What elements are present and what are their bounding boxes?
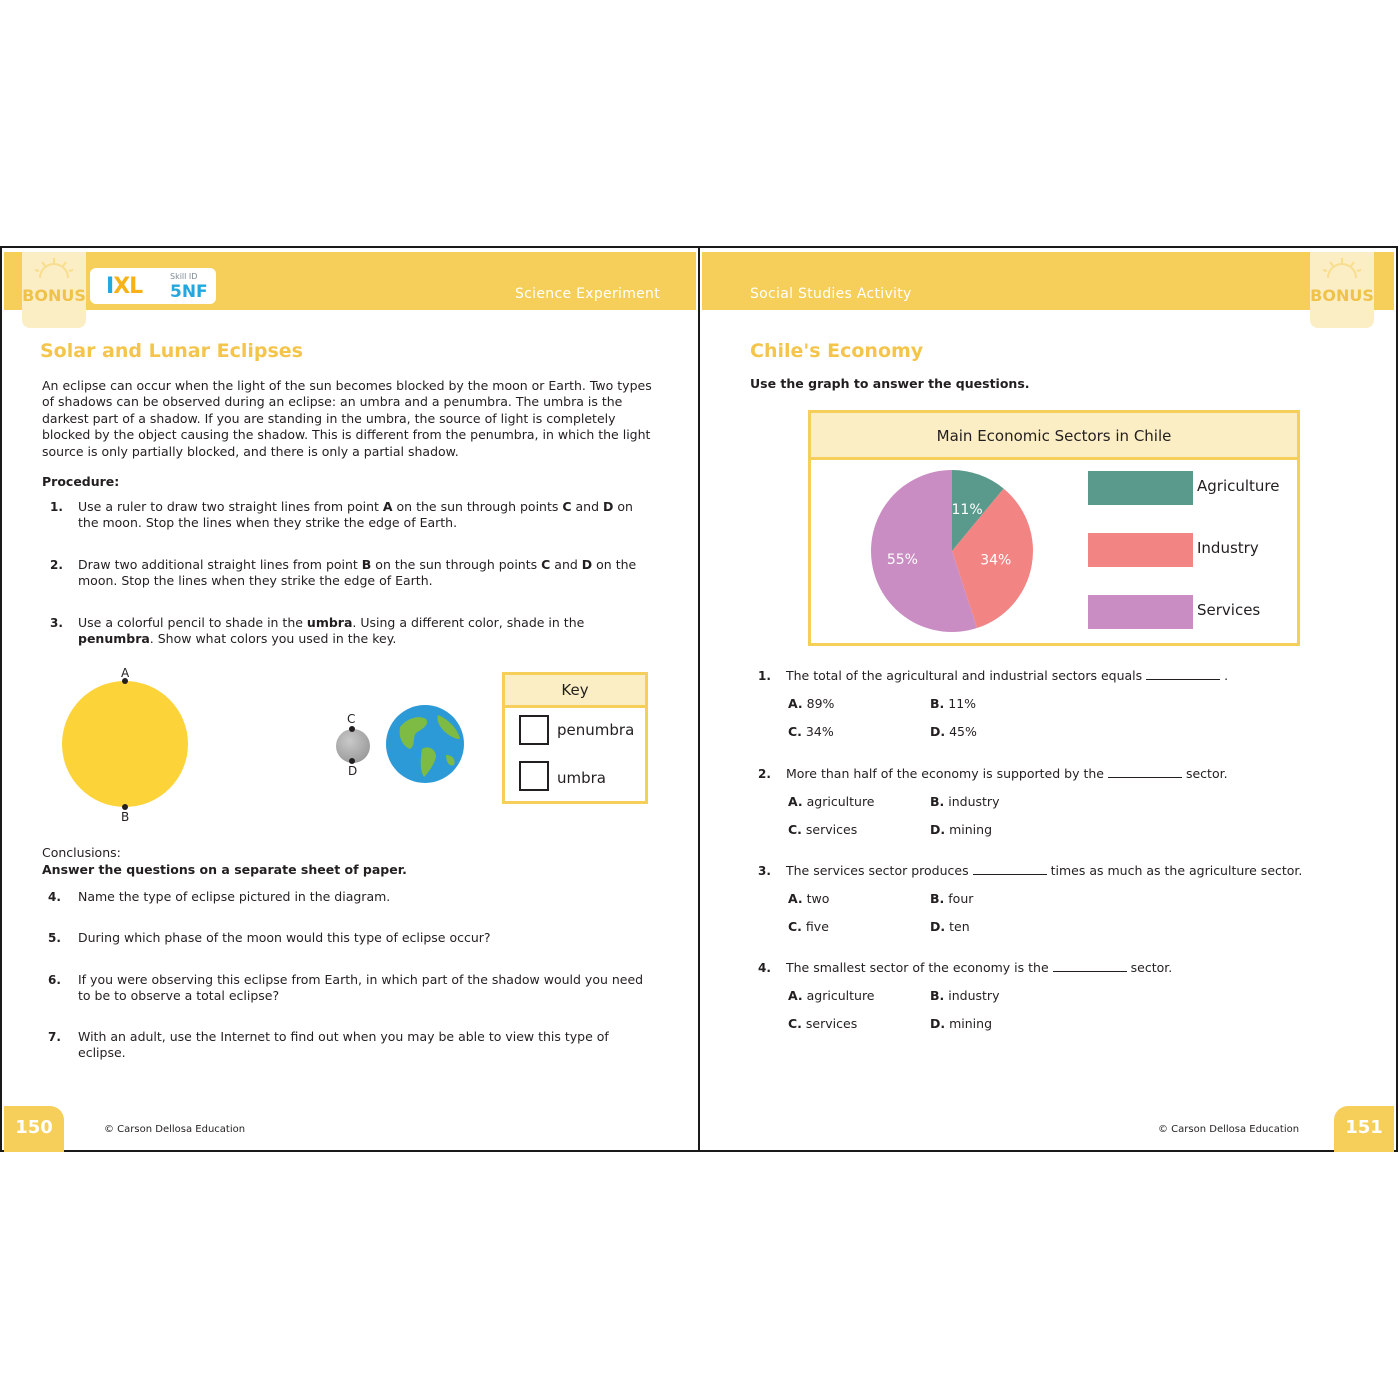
pie-value-label: 11%	[951, 502, 983, 519]
right-page-title: Chile's Economy	[750, 340, 924, 362]
right-bonus-badge	[1310, 252, 1374, 328]
penumbra-checkbox[interactable]	[519, 715, 549, 745]
ixl-skill-badge[interactable]	[90, 268, 216, 304]
key-title: Key	[505, 675, 645, 708]
legend-label: Agriculture	[1197, 477, 1280, 495]
answer-option[interactable]: C. services	[788, 1016, 858, 1031]
umbra-checkbox[interactable]	[519, 761, 549, 791]
left-band-label: Science Experiment	[515, 286, 661, 302]
question-text: The total of the agricultural and industrial sectors equals .	[786, 668, 1229, 683]
question-text: Name the type of eclipse pictured in the diagram.	[78, 889, 391, 904]
answer-option[interactable]: B. industry	[930, 794, 1000, 809]
question-number: 6.	[48, 973, 61, 987]
procedure-label: Procedure:	[42, 474, 120, 489]
right-band-label: Social Studies Activity	[750, 286, 912, 302]
bonus-label: BONUS	[1310, 286, 1374, 305]
answer-option[interactable]: A. two	[788, 891, 830, 906]
pie-value-label: 55%	[886, 551, 918, 568]
right-header-band	[702, 252, 1394, 310]
answer-option[interactable]: A. agriculture	[788, 794, 875, 809]
answer-option[interactable]: C. services	[788, 822, 858, 837]
answer-blank[interactable]	[1053, 961, 1127, 972]
question-number: 4.	[48, 890, 61, 904]
question-number: 4.	[758, 961, 771, 975]
step-2-text: Draw two additional straight lines from point B on the sun through points C and D on the moon. Stop the lines when they strike the edge of Earth.	[78, 557, 637, 589]
answer-option[interactable]: D. 45%	[930, 724, 977, 739]
conclusions-note: Answer the questions on a separate sheet of paper.	[42, 862, 407, 877]
question-text: If you were observing this eclipse from Earth, in which part of the shadow would you need to be to observe a total eclipse?	[78, 972, 644, 1004]
book-spread	[0, 246, 1398, 1152]
answer-option[interactable]: A. 89%	[788, 696, 835, 711]
answer-option[interactable]: D. mining	[930, 822, 993, 837]
answer-option[interactable]: B. industry	[930, 988, 1000, 1003]
penumbra-label: penumbra	[557, 721, 635, 739]
pie-value-label: 34%	[980, 552, 1012, 569]
legend-swatch	[1088, 595, 1193, 629]
point-d-label: D	[348, 764, 358, 778]
answer-option[interactable]: C. 34%	[788, 724, 834, 739]
point-b-label: B	[121, 810, 130, 824]
question-text: More than half of the economy is supported by the sector.	[786, 766, 1228, 781]
step-3-text: Use a colorful pencil to shade in the umbra. Using a different color, shade in the penumbra. Show what colors you used in the key.	[78, 615, 585, 647]
earth-globe-icon[interactable]	[386, 705, 464, 783]
question-text: The services sector produces times as much as the agriculture sector.	[786, 863, 1303, 878]
answer-option[interactable]: C. five	[788, 919, 829, 934]
question-number: 2.	[758, 767, 771, 781]
answer-option[interactable]: D. mining	[930, 1016, 993, 1031]
chart-title: Main Economic Sectors in Chile	[811, 413, 1297, 460]
legend-label: Services	[1197, 601, 1261, 619]
answer-option[interactable]: D. ten	[930, 919, 970, 934]
question-text: With an adult, use the Internet to find out when you may be able to view this type of eclipse.	[78, 1029, 609, 1061]
sun-rays-icon	[1322, 258, 1362, 278]
sun-circle[interactable]	[62, 681, 188, 807]
answer-option[interactable]: B. four	[930, 891, 974, 906]
sun-rays-icon	[34, 258, 74, 278]
step-number: 3.	[50, 616, 63, 630]
question-number: 3.	[758, 864, 771, 878]
conclusions-label: Conclusions:	[42, 845, 121, 860]
point-a-label: A	[121, 666, 130, 680]
answer-option[interactable]: A. agriculture	[788, 988, 875, 1003]
left-page-title: Solar and Lunar Eclipses	[40, 340, 303, 362]
step-number: 1.	[50, 500, 63, 514]
question-text: The smallest sector of the economy is the sector.	[786, 960, 1173, 975]
ixl-logo: IXL	[106, 274, 143, 299]
left-copyright: © Carson Dellosa Education	[104, 1124, 246, 1135]
question-number: 7.	[48, 1030, 61, 1044]
point-c-label: C	[347, 712, 356, 726]
pie-chart-box	[808, 410, 1300, 646]
pie-chart	[811, 413, 1297, 643]
umbra-label: umbra	[557, 769, 606, 787]
answer-blank[interactable]	[973, 864, 1047, 875]
spine-divider	[698, 248, 700, 1150]
legend-swatch	[1088, 471, 1193, 505]
legend-label: Industry	[1197, 539, 1259, 557]
step-number: 2.	[50, 558, 63, 572]
step-1-text: Use a ruler to draw two straight lines from point A on the sun through points C and D on the moon. Stop the lines when they strike the edge of Earth.	[78, 499, 633, 531]
right-copyright: © Carson Dellosa Education	[1158, 1124, 1300, 1135]
point-c-dot	[349, 726, 355, 732]
skill-id-label: Skill ID	[170, 272, 198, 281]
bonus-label: BONUS	[22, 286, 86, 305]
left-bonus-badge	[22, 252, 86, 328]
color-key	[502, 672, 648, 804]
question-text: During which phase of the moon would this type of eclipse occur?	[78, 930, 491, 945]
question-number: 5.	[48, 931, 61, 945]
legend-swatch	[1088, 533, 1193, 567]
answer-blank[interactable]	[1108, 767, 1182, 778]
right-page-number: 151	[1334, 1106, 1394, 1152]
answer-blank[interactable]	[1146, 669, 1220, 680]
skill-id-code: 5NF	[170, 282, 208, 302]
question-number: 1.	[758, 669, 771, 683]
answer-option[interactable]: B. 11%	[930, 696, 977, 711]
left-page-number: 150	[4, 1106, 64, 1152]
instruction-text: Use the graph to answer the questions.	[750, 376, 1030, 391]
intro-paragraph: An eclipse can occur when the light of the sun becomes blocked by the moon or Earth. Two types of shadows can be observed during an eclipse: an umbra and a penumbra. The umbra is the darkest part of a shadow. If you are standing in the umbra, the source of light is completely blocked by the object causing the shadow. This is different from the penumbra, in which the light source is only partially blocked, and there is only a partial shadow.	[42, 378, 652, 459]
